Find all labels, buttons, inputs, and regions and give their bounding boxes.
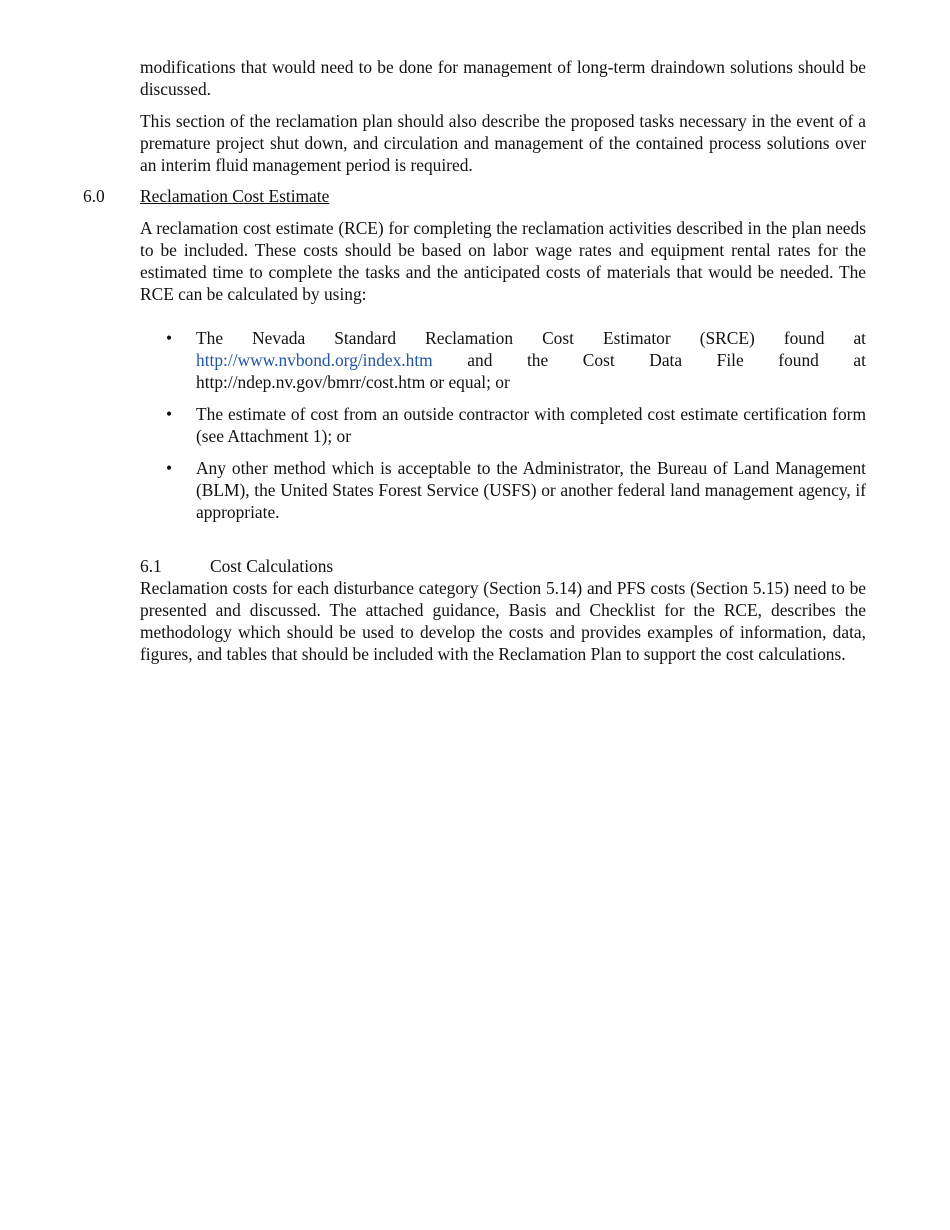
section-6-0-heading [83,185,329,207]
rce-paragraph: A reclamation cost estimate (RCE) for completing the reclamation activities described in the plan needs to be included. These costs should be based on labor wage rates and equipment rental rates for the estimated time to complete the tasks and the anticipated costs of materials that would be needed. The RCE can be calculated by using: [140,218,866,304]
list-item-text-after-link: and the Cost Data File found at http://ndep.nv.gov/bmrr/cost.htm or equal; or [196,350,866,392]
section-6-1-heading [140,555,333,577]
section-6-0-number: 6.0 [83,186,105,206]
list-item [140,327,866,393]
section-6-0-title: Reclamation Cost Estimate [140,186,330,206]
section-6-1-number: 6.1 [140,556,162,576]
list-item [140,403,866,447]
bullet-icon: • [166,458,173,478]
intro-paragraph-2: This section of the reclamation plan should also describe the proposed tasks necessary in the event of a premature project shut down, and circulation and management of the contained process solutions over an interim fluid management period is required. [140,111,866,175]
intro-paragraph-1: modifications that would need to be done for management of long-term draindown solutions should be discussed. [140,57,866,99]
list-item [140,457,866,523]
bullet-icon: • [166,404,173,424]
list-item-text: Any other method which is acceptable to the Administrator, the Bureau of Land Management (BLM), the United States Forest Service (USFS) or another federal land management agency, if appropriate. [196,458,866,522]
cost-calculations-paragraph: Reclamation costs for each disturbance category (Section 5.14) and PFS costs (Section 5.15) need to be presented and discussed. The attached guidance, Basis and Checklist for the RCE, describes the methodology which should be used to develop the costs and provides examples of information, data, figures, and tables that should be included with the Reclamation Plan to support the cost calculations. [140,578,866,664]
nvbond-link[interactable]: http://www.nvbond.org/index.htm [196,350,433,370]
list-item-text-before-link: The Nevada Standard Reclamation Cost Estimator (SRCE) found at [196,328,866,348]
bullet-icon: • [166,328,173,348]
section-6-1-title: Cost Calculations [210,556,334,576]
rce-method-list [140,327,866,533]
list-item-text: The estimate of cost from an outside contractor with completed cost estimate certification form (see Attachment 1); or [196,404,866,446]
